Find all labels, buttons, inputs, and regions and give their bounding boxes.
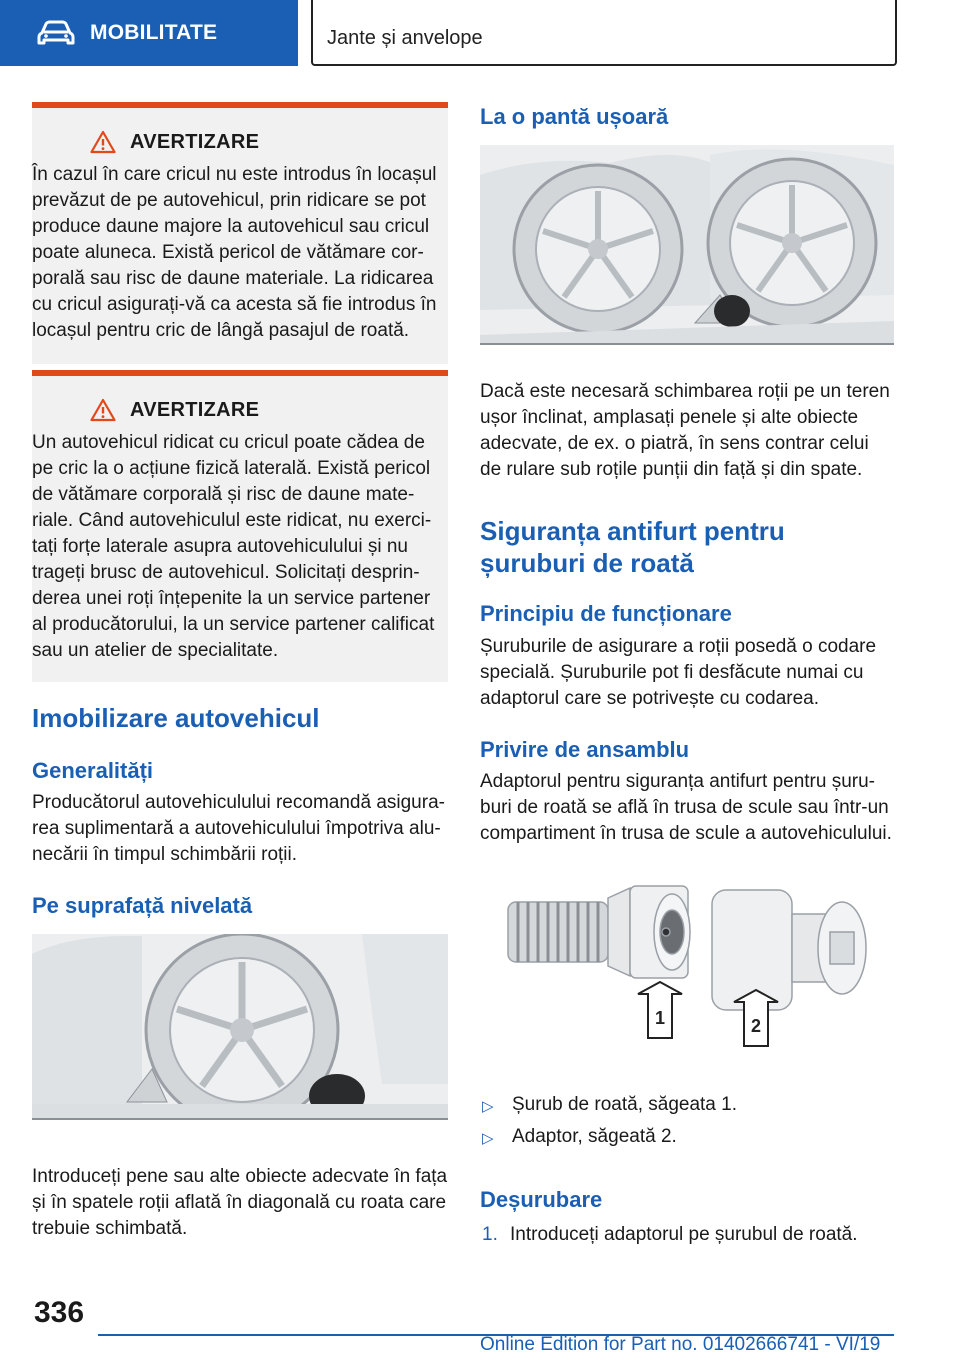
heading-principle: Principiu de funcționare bbox=[480, 601, 732, 626]
list-item-text: Adaptor, săgeată 2. bbox=[512, 1126, 677, 1147]
warning-title: AVERTIZARE bbox=[130, 398, 260, 421]
warning-text: În cazul în care cricul nu este introdus în locașul prevăzut de pe autovehicul, prin ridicare se pot produce daune majore la autovehicul sau cricul poate aluneca. Există pericol de vătămare cor-porală sau risc de daune materiale. La ridicarea cu cricul asigurați-vă ca acesta să fie introdus în locașul pentru cric de lângă pasajul de roată. bbox=[32, 164, 437, 341]
step-number: 1. bbox=[482, 1224, 498, 1245]
section-title: MOBILITATE bbox=[90, 21, 218, 44]
heading-immobilize: Imobilizare autovehicul bbox=[32, 703, 320, 733]
overview-text: Adaptorul pentru siguranța antifurt pentru șuru-buri de roată se află în trusa de scule sau într-un compartiment în trusa de scule a autovehiculului. bbox=[480, 771, 892, 844]
heading-overview: Privire de ansamblu bbox=[480, 737, 690, 762]
chapter-header bbox=[311, 0, 897, 66]
slope-text: Dacă este necesară schimbarea roții pe un teren ușor înclinat, amplasați penele și alte obiecte adecvate, de ex. o piatră, în sens contrar celui de rulare sub roțile punții din față și din spate. bbox=[480, 381, 890, 480]
warning-box-jack-placement bbox=[32, 102, 448, 364]
flat-surface-text: Introduceți pene sau alte obiecte adecvate în fața și în spatele roții aflată în diagonală cu roata care trebuie schimbată. bbox=[32, 1166, 448, 1239]
triangle-bullet-icon: ▷ bbox=[482, 1098, 494, 1115]
heading-slope: La o pantă ușoară bbox=[480, 104, 669, 129]
edition-footer: Online Edition for Part no. 01402666741 - VI/19 bbox=[480, 1334, 881, 1355]
step-text: Introduceți adaptorul pe șurubul de roată. bbox=[510, 1224, 858, 1245]
warning-box-side-force bbox=[32, 370, 448, 682]
warning-text: Un autovehicul ridicat cu cricul poate cădea de pe cric la o acțiune fizică laterală. Există pericol de vătămare corporală și risc de daune mate-riale. Când autovehiculul este ridicat, nu exerci-tați forțe laterale asupra autovehiculului și nu trageți brusc de autovehicul. Solicitați desprin-derea unei roți înțepenite la un service partener al producătorului, la un service partener calificat sau un atelier de specialitate. bbox=[32, 432, 435, 661]
general-text: Producătorul autovehiculului recomandă asigura-rea suplimentară a autovehiculului împotriva alu-necării în timpul schimbării roții. bbox=[32, 792, 445, 865]
heading-unscrew: Deșurubare bbox=[480, 1187, 603, 1212]
car-icon bbox=[36, 19, 76, 47]
list-item bbox=[482, 1126, 677, 1148]
antitheft-bolt-adapter-illustration bbox=[500, 880, 880, 1060]
list-item-text: Șurub de roată, săgeata 1. bbox=[512, 1094, 737, 1115]
chapter-title: Jante și anvelope bbox=[327, 27, 483, 49]
callout-2: 2 bbox=[750, 1016, 762, 1036]
step-item bbox=[482, 1224, 858, 1246]
principle-text: Șuruburile de asigurare a roții posedă o codare specială. Șuruburile pot fi desfăcute numai cu adaptorul care se potrivește cu codarea. bbox=[480, 636, 877, 709]
warning-triangle-icon bbox=[90, 130, 116, 154]
triangle-bullet-icon: ▷ bbox=[482, 1130, 494, 1147]
heading-flat-surface: Pe suprafață nivelată bbox=[32, 893, 253, 918]
section-tab bbox=[0, 0, 298, 66]
warning-triangle-icon bbox=[90, 398, 116, 422]
callout-1: 1 bbox=[654, 1008, 666, 1028]
list-item bbox=[482, 1094, 737, 1116]
wheel-chocks-slope-illustration bbox=[480, 145, 894, 345]
warning-title: AVERTIZARE bbox=[130, 130, 260, 153]
heading-antitheft: Siguranța antifurt pentru șuruburi de roată bbox=[480, 516, 785, 578]
page-number: 336 bbox=[34, 1296, 85, 1329]
wheel-chocks-flat-illustration bbox=[32, 934, 448, 1120]
heading-general: Generalități bbox=[32, 758, 154, 783]
